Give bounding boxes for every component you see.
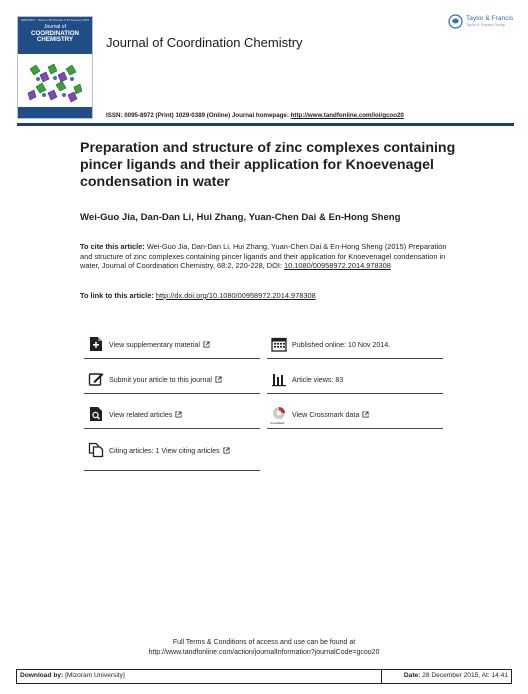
supplementary-material-item[interactable]	[84, 332, 260, 359]
citing-articles-item[interactable]	[84, 438, 260, 471]
citing-articles-label: Citing articles: 1 View citing articles	[109, 447, 230, 455]
article-link-line	[80, 291, 316, 300]
supplementary-material-label: View supplementary material	[109, 341, 210, 349]
search-doc-icon	[88, 406, 104, 422]
article-views-item	[267, 367, 443, 394]
journal-homepage-link[interactable]: http://www.tandfonline.com/loi/gcoo20	[290, 112, 404, 119]
issn-line	[106, 112, 404, 119]
submit-article-item[interactable]	[84, 367, 260, 394]
journal-cover	[17, 16, 93, 119]
external-link-icon	[362, 411, 369, 418]
cover-issn: 0095-8972	[21, 18, 36, 22]
published-online-item	[267, 332, 443, 359]
plus-doc-icon	[88, 336, 104, 352]
external-link-icon	[175, 411, 182, 418]
download-by	[20, 672, 125, 679]
date-value: 28 December 2015, At: 14:41	[420, 672, 508, 679]
bar-divider	[381, 670, 382, 683]
crossmark-icon	[271, 406, 287, 422]
citation-text: Wei-Guo Jia, Dan-Dan Li, Hui Zhang, Yuan-Chen Dai & En-Hong Sheng (2015) Preparation and structure of zinc complexes containing pincer ligands and their application for Knoevenagel condensation in water, Journal of Coordination Chemistry, 68:2, 220-228, DOI:	[80, 242, 447, 271]
external-link-icon	[203, 341, 210, 348]
journal-title[interactable]: Journal of Coordination Chemistry	[106, 35, 303, 50]
terms-link[interactable]: http://www.tandfonline.com/action/journalInformation?journalCode=gcoo20	[148, 649, 380, 656]
published-online-label: Published online: 10 Nov 2014.	[292, 341, 391, 349]
date-label: Date:	[403, 672, 421, 679]
cover-title-line1: Journal of	[44, 24, 66, 30]
taylor-francis-logo[interactable]	[448, 14, 514, 32]
download-date	[404, 672, 508, 679]
citation-doi-link[interactable]: 10.1080/00958972.2014.978308	[284, 261, 391, 271]
link-label: To link to this article:	[80, 291, 156, 300]
cover-footer-band	[18, 107, 92, 118]
copy-icon	[88, 442, 104, 458]
crossmark-item[interactable]	[267, 402, 443, 429]
cover-title-line2: COORDINATION	[30, 29, 79, 37]
issn-text: ISSN: 0095-8972 (Print) 1029-0389 (Online) Journal homepage:	[106, 112, 291, 119]
article-title: Preparation and structure of zinc complexes containing pincer ligands and their application for Knoevenagel condensation in water	[80, 140, 456, 190]
crossmark-label: View Crossmark data	[292, 411, 369, 419]
download-value: [Mizoram University]	[63, 672, 125, 679]
taylor-francis-icon	[448, 14, 463, 29]
article-doi-link[interactable]: http://dx.doi.org/10.1080/00958972.2014.978308	[155, 291, 316, 300]
header-rule	[17, 123, 514, 126]
cover-top-line	[21, 18, 89, 22]
edit-icon	[88, 371, 104, 387]
calendar-icon	[271, 336, 287, 352]
bar-divider	[511, 670, 512, 683]
publisher-name: Taylor & Francis	[466, 15, 514, 22]
download-label: Download by:	[20, 672, 64, 679]
submit-article-label: Submit your article to this journal	[109, 376, 222, 384]
external-link-icon	[215, 376, 222, 383]
related-articles-label: View related articles	[109, 411, 182, 419]
citation-block	[80, 242, 456, 271]
cover-volume: Volume 68 Number 2 15 January 2015	[37, 18, 89, 22]
publisher-sub: Taylor & Francis Group	[466, 23, 505, 27]
download-info-bar	[16, 669, 512, 684]
cover-title	[21, 24, 89, 44]
bar-divider	[16, 670, 17, 683]
article-authors: Wei-Guo Jia, Dan-Dan Li, Hui Zhang, Yuan-Chen Dai & En-Hong Sheng	[80, 212, 401, 223]
terms-line1: Full Terms & Conditions of access and use can be found at	[172, 639, 356, 646]
related-articles-item[interactable]	[84, 402, 260, 429]
cover-title-line3: CHEMISTRY	[36, 36, 74, 44]
article-views-label: Article views: 83	[292, 376, 344, 384]
bar-chart-icon	[271, 371, 287, 387]
terms-footer	[100, 638, 428, 658]
cover-molecule-image	[26, 63, 84, 103]
citation-label: To cite this article:	[80, 242, 145, 251]
external-link-icon	[223, 447, 230, 454]
crossmark-caption: CrossMark	[270, 421, 285, 425]
